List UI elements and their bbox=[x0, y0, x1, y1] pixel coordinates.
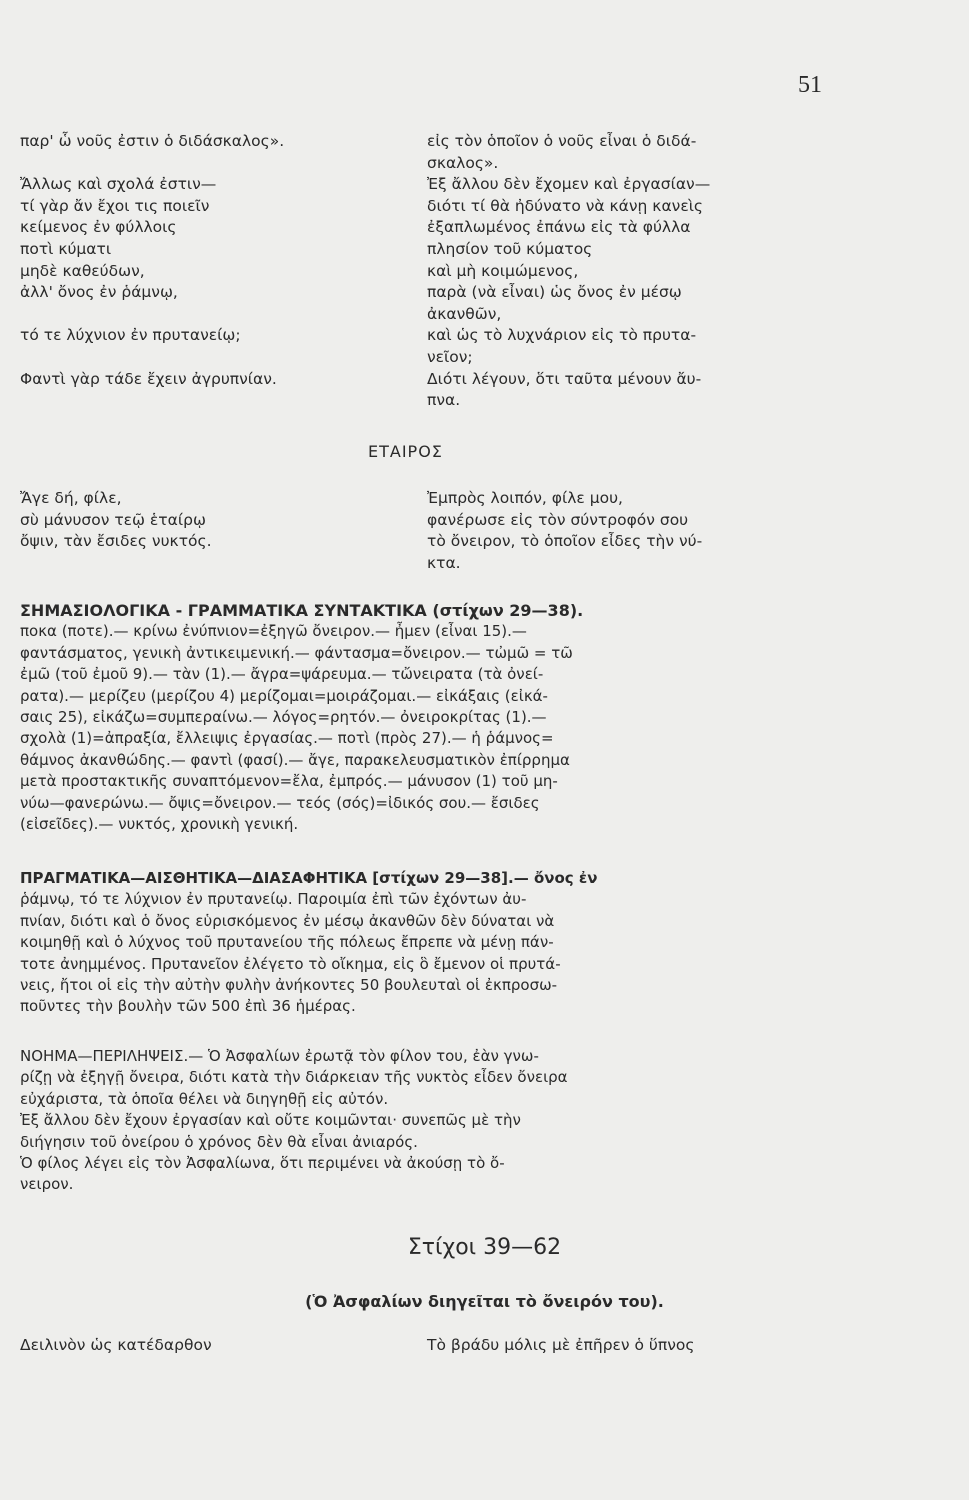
verse-line: Φαντὶ γὰρ τάδε ἔχειν ἀγρυπνίαν. bbox=[20, 369, 277, 388]
note-line: ποῦντες τὴν βουλὴν τῶν 500 ἐπὶ 36 ἡμέρας. bbox=[20, 997, 356, 1016]
note-line: σαις 25), εἰκάζω=συμπεραίνω.— λόγος=ρητόν.— ὀνειροκρίτας (1).— bbox=[20, 707, 547, 726]
translation-line: εἰς τὸν ὁποῖον ὁ νοῦς εἶναι ὁ διδά- bbox=[427, 132, 697, 150]
note-line: ΝΟΗΜΑ—ΠΕΡΙΛΗΨΕΙΣ.— Ὁ Ἀσφαλίων ἐρωτᾷ τὸν φίλον του, ἐὰν γνω- bbox=[20, 1047, 539, 1065]
translation-line: πνα. bbox=[427, 391, 461, 410]
poem-block-2-translation bbox=[427, 488, 847, 574]
translation-line: Ἐμπρὸς λοιπόν, φίλε μου, bbox=[427, 489, 623, 507]
translation-line: καὶ ὡς τὸ λυχνάριον εἰς τὸ πρυτα- bbox=[427, 326, 697, 345]
note-line: σχολὰ (1)=ἀπραξία, ἔλλειψις ἐργασίας.— ποτὶ (πρὸς 27).— ἡ ῥάμνος= bbox=[20, 729, 554, 748]
page-number: 51 bbox=[798, 72, 822, 98]
verse-line: τί γὰρ ἄν ἔχοι τις ποιεῖν bbox=[20, 196, 210, 215]
note-line: ποκα (ποτε).— κρίνω ἐνύπνιον=ἐξηγῶ ὄνειρον.— ἦμεν (εἶναι 15).— bbox=[20, 622, 527, 641]
notes-grammar bbox=[20, 600, 840, 835]
translation-line: παρὰ (νὰ εἶναι) ὡς ὄνος ἐν μέσῳ bbox=[427, 283, 682, 302]
poem-block-1-greek bbox=[20, 131, 410, 390]
note-line: διήγησιν τοῦ ὀνείρου ὁ χρόνος δὲν θὰ εἶναι ἀνιαρός. bbox=[20, 1132, 418, 1151]
translation-line: Ἐξ ἄλλου δὲν ἔχομεν καὶ ἐργασίαν— bbox=[427, 175, 711, 194]
note-line: Ὁ φίλος λέγει εἰς τὸν Ἀσφαλίωνα, ὅτι περιμένει νὰ ἀκούσῃ τὸ ὄ- bbox=[20, 1153, 505, 1172]
note-line: μετὰ προστακτικῆς συναπτόμενον=ἔλα, ἐμπρός.— μάνυσον (1) τοῦ μη- bbox=[20, 772, 558, 791]
verse-line bbox=[20, 347, 410, 369]
poem-block-2-greek bbox=[20, 488, 410, 553]
verse-line: ἀλλ' ὄνος ἐν ῥάμνῳ, bbox=[20, 283, 178, 302]
verse-line bbox=[20, 304, 410, 326]
section-title: Στίχοι 39—62 bbox=[407, 1235, 562, 1260]
translation-line: καὶ μὴ κοιμώμενος, bbox=[427, 261, 579, 280]
verse-line: ὄψιν, τὰν ἔσιδες νυκτός. bbox=[20, 532, 212, 551]
note-line: φαντάσματος, γενικὴ ἀντικειμενική.— φάντασμα=ὄνειρον.— τὠμῶ = τῶ bbox=[20, 643, 573, 662]
note-line: τοτε ἀνημμένος. Πρυτανεῖον ἐλέγετο τὸ οἴκημα, εἰς ὃ ἔμενον οἱ πρυτά- bbox=[20, 954, 561, 973]
verse-line: τό τε λύχνιον ἐν πρυτανείῳ; bbox=[20, 326, 241, 345]
translation-line: νεῖον; bbox=[427, 347, 473, 366]
note-line: Ἐξ ἄλλου δὲν ἔχουν ἐργασίαν καὶ οὔτε κοιμῶνται· συνεπῶς μὲ τὴν bbox=[20, 1111, 521, 1130]
verse-line: παρ' ὧ νοῦς ἐστιν ὁ διδάσκαλος». bbox=[20, 132, 285, 150]
notes-factual bbox=[20, 868, 840, 1018]
last-verse-greek: Δειλινὸν ὡς κατέδαρθον bbox=[20, 1336, 212, 1354]
verse-line: Ἄλλως καὶ σχολά ἐστιν— bbox=[20, 175, 217, 194]
translation-line: διότι τί θὰ ἠδύνατο νὰ κάνῃ κανεὶς bbox=[427, 196, 704, 215]
translation-line: τὸ ὄνειρον, τὸ ὁποῖον εἶδες τὴν νύ- bbox=[427, 532, 703, 551]
note-line: νύω—φανερώνω.— ὄψις=ὄνειρον.— τεός (σός)=ἰδικός σου.— ἔσιδες bbox=[20, 793, 540, 812]
verse-line: σὺ μάνυσον τεῷ ἑταίρῳ bbox=[20, 510, 206, 529]
section-subtitle: (Ὁ Ἀσφαλίων διηγεῖται τὸ ὄνειρόν του). bbox=[305, 1292, 664, 1311]
notes-heading: ΣΗΜΑΣΙΟΛΟΓΙΚΑ - ΓΡΑΜΜΑΤΙΚΑ ΣΥΝΤΑΚΤΙΚΑ (στίχων 29—38). bbox=[20, 601, 584, 620]
translation-line: φανέρωσε εἰς τὸν σύντροφόν σου bbox=[427, 510, 689, 529]
note-line: νειρον. bbox=[20, 1175, 74, 1194]
verse-line: ποτὶ κύματι bbox=[20, 239, 112, 258]
verse-line: Ἄγε δή, φίλε, bbox=[20, 489, 122, 507]
notes-meaning bbox=[20, 1046, 840, 1196]
note-line: θάμνος ἀκανθώδης.— φαντὶ (φασί).— ἄγε, παρακελευσματικὸν ἐπίρρημα bbox=[20, 750, 570, 769]
translation-line: ἀκανθῶν, bbox=[427, 304, 502, 323]
note-line: εὐχάριστα, τὰ ὁποῖα θέλει νὰ διηγηθῇ εἰς αὐτόν. bbox=[20, 1089, 389, 1108]
last-verse-translation: Τὸ βράδυ μόλις μὲ ἐπῆρεν ὁ ὕπνος bbox=[427, 1336, 695, 1354]
note-line: ἐμῶ (τοῦ ἐμοῦ 9).— τὰν (1).— ἄγρα=ψάρευμα.— τὤνειρατα (τὰ ὀνεί- bbox=[20, 665, 544, 684]
note-line: κοιμηθῇ καὶ ὁ λύχνος τοῦ πρυτανείου τῆς πόλεως ἔπρεπε νὰ μένῃ πάν- bbox=[20, 933, 554, 952]
note-line: ρίζῃ νὰ ἐξηγῇ ὄνειρα, διότι κατὰ τὴν διάρκειαν τῆς νυκτὸς εἶδεν ὄνειρα bbox=[20, 1068, 568, 1087]
note-line: ΠΡΑΓΜΑΤΙΚΑ—ΑΙΣΘΗΤΙΚΑ—ΔΙΑΣΑΦΗΤΙΚΑ [στίχων 29—38].— ὄνος ἐν bbox=[20, 869, 598, 887]
note-line: ῥάμνῳ, τό τε λύχνιον ἐν πρυτανείῳ. Παροιμία ἐπὶ τῶν ἐχόντων ἀυ- bbox=[20, 890, 527, 909]
speaker-heading: ΕΤΑΙΡΟΣ bbox=[368, 442, 443, 461]
note-line: ρατα).— μερίζευ (μερίζου 4) μερίζομαι=μοιράζομαι.— εἰκάξαις (εἰκά- bbox=[20, 686, 548, 705]
translation-line: σκαλος». bbox=[427, 153, 499, 172]
translation-line: πλησίον τοῦ κύματος bbox=[427, 239, 593, 258]
poem-block-1-translation bbox=[427, 131, 847, 412]
verse-line: κείμενος ἐν φύλλοις bbox=[20, 218, 177, 237]
note-line: νεις, ἤτοι οἱ εἰς τὴν αὐτὴν φυλὴν ἀνήκοντες 50 βουλευταὶ οἱ ἐκπροσω- bbox=[20, 975, 558, 994]
translation-line: κτα. bbox=[427, 553, 461, 572]
note-line: (εἰσεῖδες).— νυκτός, χρονικὴ γενική. bbox=[20, 814, 299, 833]
note-line: πνίαν, διότι καὶ ὁ ὄνος εὑρισκόμενος ἐν μέσῳ ἀκανθῶν δὲν δύναται νὰ bbox=[20, 911, 555, 930]
verse-line: μηδὲ καθεύδων, bbox=[20, 261, 145, 280]
translation-line: Διότι λέγουν, ὅτι ταῦτα μένουν ἄυ- bbox=[427, 369, 702, 388]
verse-line bbox=[20, 153, 410, 175]
translation-line: ἐξαπλωμένος ἐπάνω εἰς τὰ φύλλα bbox=[427, 218, 691, 237]
